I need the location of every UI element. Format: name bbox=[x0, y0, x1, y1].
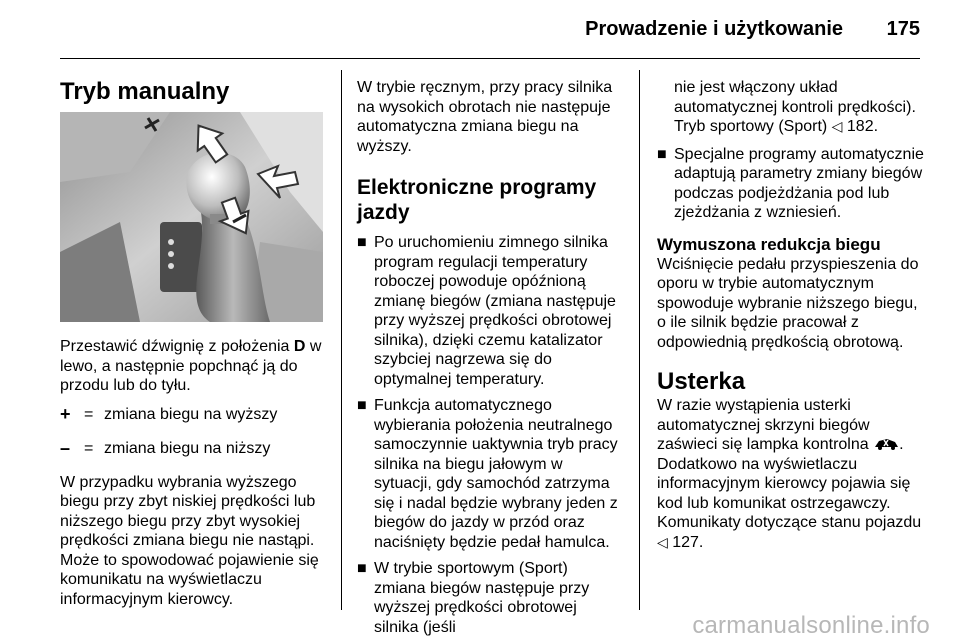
section-heading-manual: Tryb manualny bbox=[60, 78, 230, 105]
list-item bbox=[357, 559, 623, 637]
fault-text-2: Dodatkowo na wyświetlaczu informacyjnym kierowcy pojawia się kod lub komunikat ostrzegawczy. Komunikaty dotyczące stanu pojazdu bbox=[657, 455, 922, 531]
list-item bbox=[657, 145, 927, 223]
definition-downshift bbox=[60, 439, 328, 459]
section-heading-electronic: Elektroniczne programy jazdy bbox=[357, 176, 597, 224]
special-programs-list bbox=[657, 145, 927, 223]
section-heading-kickdown: Wymuszona redukcja biegu bbox=[657, 234, 881, 254]
list-item-text: Po uruchomieniu zimnego silnika program regulacji temperatury roboczej powoduje opóźnioną zmianę biegów (zmiana następuje przy wyższej prędkości obrotowej silnika), dzięki czemu katalizator szybciej nagrzewa się do optymalnej temperatury. bbox=[374, 234, 616, 388]
equals-sign: = bbox=[84, 439, 94, 457]
kickdown-paragraph: Wciśnięcie pedału przyspieszenia do oporu w trybie automatycznym spowoduje wybranie niższego biegu, o ile silnik będzie pracował z odpowiednią prędkością obrotową. bbox=[657, 255, 919, 351]
caption-before: Przestawić dźwignię z położenia bbox=[60, 338, 294, 355]
electronic-programs-list bbox=[357, 233, 623, 637]
fault-text-1: W razie wystąpienia usterki automatycznej skrzyni biegów zaświeci się lampka kontrolna bbox=[657, 397, 870, 453]
sport-ref-page[interactable]: 182. bbox=[846, 118, 879, 135]
list-item-text: Specjalne programy automatycznie adaptują parametry zmiany biegów podczas podjeżdżania pod lub zjeżdżania z wzniesień. bbox=[674, 145, 924, 221]
list-item-text: W trybie sportowym (Sport) zmiana biegów następuje przy wyższej prędkości obrotowej silnika (jeśli bbox=[374, 560, 590, 636]
plus-symbol: + bbox=[60, 403, 71, 424]
intro-paragraph: W trybie ręcznym, przy pracy silnika na wysokich obrotach nie następuje automatyczna zmiana biegu na wyższy. bbox=[357, 79, 613, 155]
caption-after: w lewo, a następnie popchnąć ją do przodu lub do tyłu. bbox=[60, 338, 322, 394]
caption-bold: D bbox=[293, 338, 306, 355]
warning-paragraph: W przypadku wybrania wyższego biegu przy zbyt niskiej prędkości lub niższego biegu przy zbyt wysokiej prędkości zmiana biegu nie nastąpi. Może to spowodować pojawienie się komunikatu na wyświetlaczu informacyjnym kierowcy. bbox=[60, 473, 319, 608]
page-ref-icon: ◁ bbox=[657, 533, 668, 550]
column-rule-2 bbox=[639, 70, 640, 610]
continuation-body: nie jest włączony układ automatycznej kontroli prędkości). bbox=[674, 79, 916, 116]
fault-ref-page[interactable]: 127. bbox=[672, 533, 704, 551]
column-2 bbox=[357, 78, 623, 644]
definition-text: zmiana biegu na wyższy bbox=[104, 405, 278, 423]
column-rule-1 bbox=[341, 70, 342, 610]
page-header-title: Prowadzenie i użytkowanie bbox=[585, 18, 843, 40]
gear-lever-illustration bbox=[60, 112, 323, 322]
column-3 bbox=[657, 78, 927, 552]
gear-lever-image bbox=[60, 112, 323, 322]
bullet-icon: ■ bbox=[357, 397, 367, 414]
list-item bbox=[357, 233, 623, 389]
equals-sign: = bbox=[84, 405, 94, 423]
continuation-text bbox=[657, 78, 927, 137]
definition-text: zmiana biegu na niższy bbox=[104, 439, 271, 457]
header-rule bbox=[60, 58, 920, 59]
list-item-text: Funkcja automatycznego wybierania położenia neutralnego samoczynnie uaktywnia tryb pracy silnika na biegu jałowym w sytuacji, gdy samochód zatrzyma się i nadal będzie wybrany jeden z biegów do jazdy w przód oraz naciśnięty będzie pedał hamulca. bbox=[374, 397, 618, 551]
bullet-icon: ■ bbox=[657, 145, 667, 163]
list-item bbox=[357, 396, 623, 552]
transmission-warning-icon bbox=[873, 436, 899, 450]
sport-ref-text: Tryb sportowy (Sport) bbox=[674, 118, 828, 135]
bullet-icon: ■ bbox=[357, 560, 367, 577]
fault-paragraph: W razie wystąpienia usterki automatycznej skrzyni biegów zaświeci się lampka kontrolna . Dodatkowo na wyświetlaczu informacyjnym kierowcy pojawia się kod lub komunikat ostrzegawczy. Komunikaty dotyczące stanu pojazdu ◁ 127. bbox=[657, 397, 922, 551]
bullet-icon: ■ bbox=[357, 234, 367, 251]
definition-upshift bbox=[60, 405, 328, 425]
caption-paragraph bbox=[60, 337, 328, 396]
minus-symbol: – bbox=[60, 437, 71, 458]
column-1 bbox=[60, 70, 328, 106]
column-1-body bbox=[60, 337, 328, 609]
watermark: carmanualsonline.info bbox=[692, 612, 930, 639]
section-heading-fault: Usterka bbox=[657, 368, 746, 395]
page-ref-icon: ◁ bbox=[831, 118, 843, 134]
page-number: 175 bbox=[886, 18, 920, 40]
